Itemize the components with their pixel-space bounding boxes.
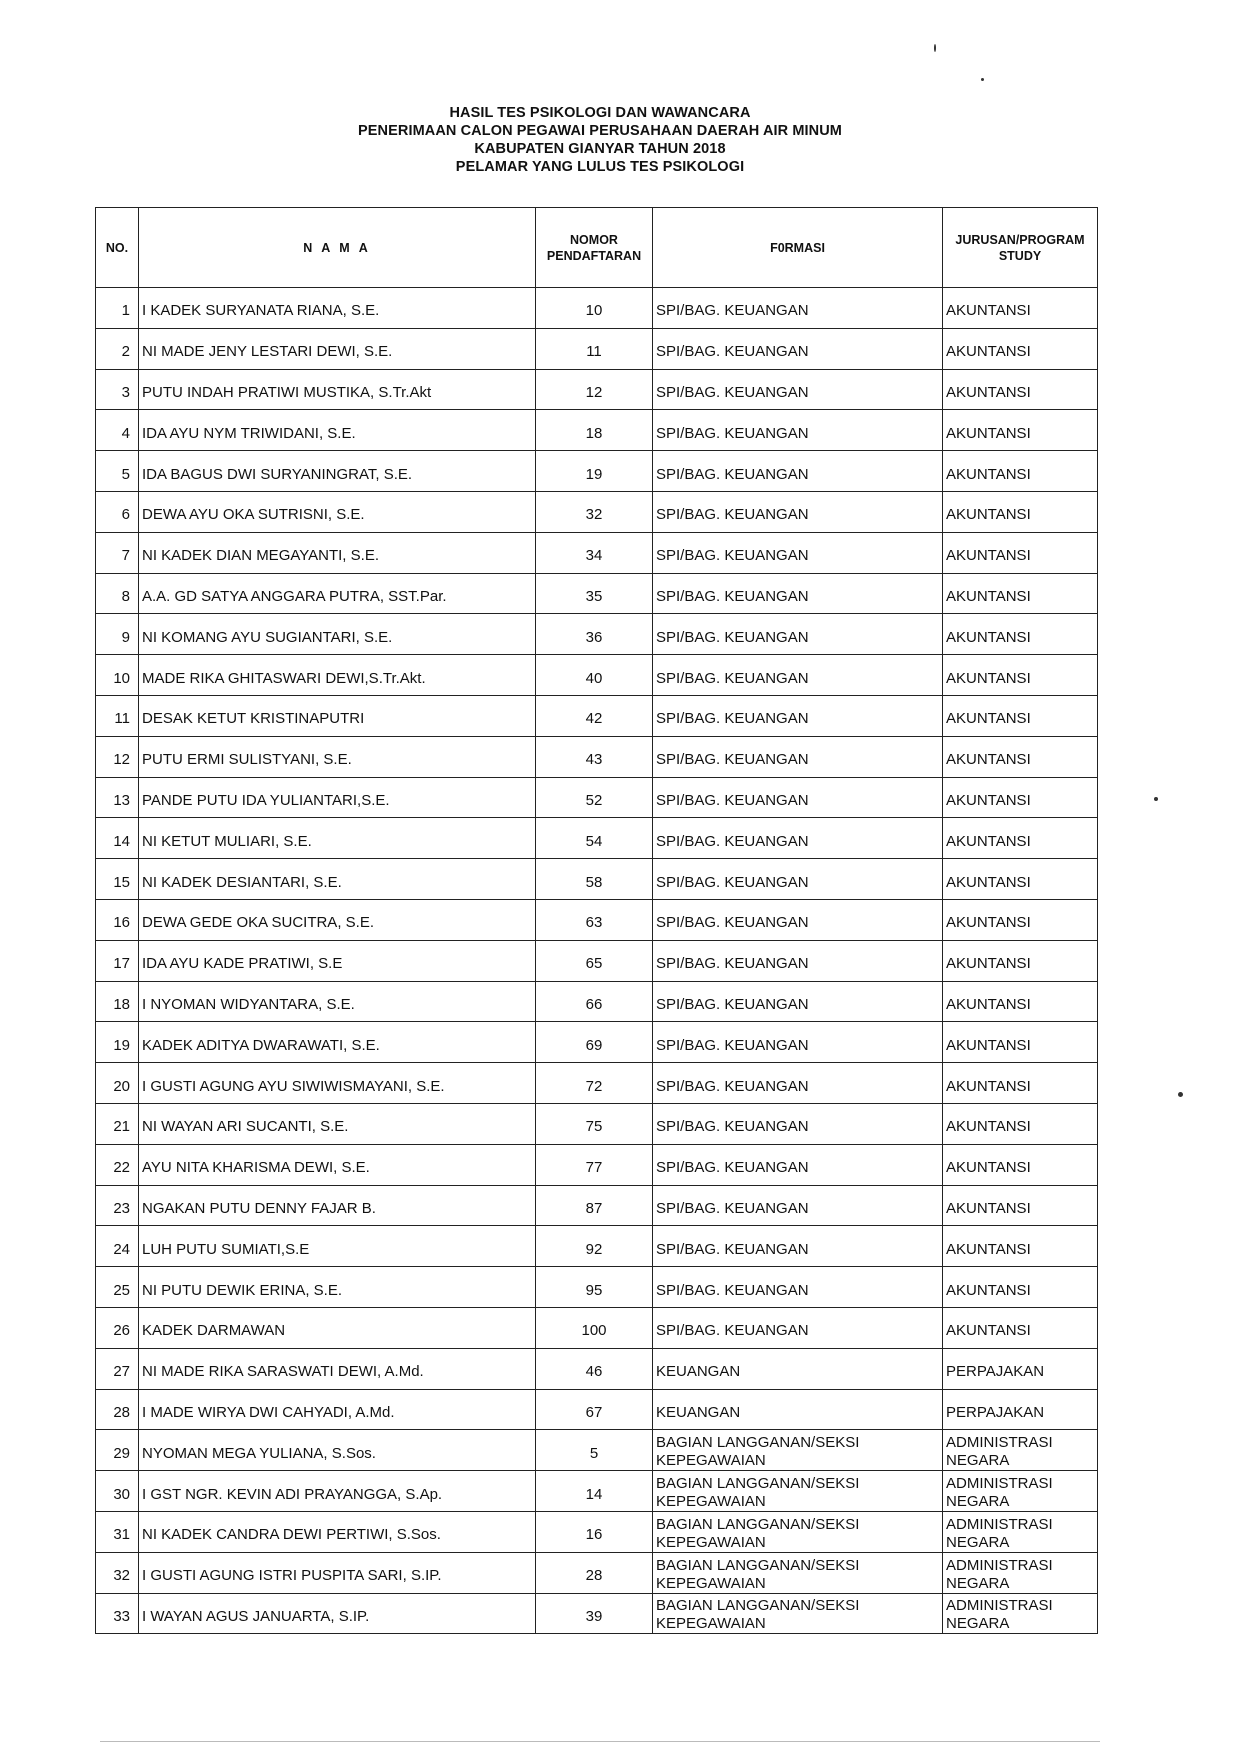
cell-formasi-line: KEUANGAN xyxy=(656,1363,741,1381)
cell-nomor-pendaftaran: 35 xyxy=(536,573,653,614)
cell-no: 14 xyxy=(96,818,139,859)
cell-no: 20 xyxy=(96,1063,139,1104)
cell-no: 17 xyxy=(96,940,139,981)
cell-jurusan-line: AKUNTANSI xyxy=(946,710,1031,728)
cell-jurusan-line: NEGARA xyxy=(946,1533,1010,1551)
cell-nomor-pendaftaran: 54 xyxy=(536,818,653,859)
cell-jurusan-line: PERPAJAKAN xyxy=(946,1363,1045,1381)
cell-formasi xyxy=(653,1063,943,1104)
cell-nama: NI KADEK DESIANTARI, S.E. xyxy=(139,859,536,900)
cell-nama: NI KETUT MULIARI, S.E. xyxy=(139,818,536,859)
cell-formasi xyxy=(653,1593,943,1634)
cell-no: 2 xyxy=(96,328,139,369)
cell-no: 26 xyxy=(96,1307,139,1348)
cell-no: 28 xyxy=(96,1389,139,1430)
cell-formasi xyxy=(653,1348,943,1389)
cell-jurusan xyxy=(943,818,1098,859)
cell-jurusan-line: AKUNTANSI xyxy=(946,669,1031,687)
cell-formasi-line: SPI/BAG. KEUANGAN xyxy=(656,587,809,605)
cell-no: 21 xyxy=(96,1103,139,1144)
cell-formasi-line: SPI/BAG. KEUANGAN xyxy=(656,710,809,728)
cell-jurusan-line: ADMINISTRASI xyxy=(946,1434,1053,1452)
cell-no: 10 xyxy=(96,655,139,696)
cell-jurusan-line: AKUNTANSI xyxy=(946,302,1031,320)
cell-jurusan xyxy=(943,899,1098,940)
cell-jurusan-line: AKUNTANSI xyxy=(946,1281,1031,1299)
cell-nama: I MADE WIRYA DWI CAHYADI, A.Md. xyxy=(139,1389,536,1430)
cell-formasi-line: SPI/BAG. KEUANGAN xyxy=(656,791,809,809)
cell-no: 15 xyxy=(96,859,139,900)
table-row xyxy=(96,491,1098,532)
cell-jurusan xyxy=(943,1226,1098,1267)
table-row xyxy=(96,1185,1098,1226)
cell-formasi xyxy=(653,491,943,532)
cell-formasi-line: KEPEGAWAIAN xyxy=(656,1574,766,1592)
header-nomor-line-1: NOMOR xyxy=(570,232,618,247)
cell-jurusan xyxy=(943,288,1098,329)
cell-nama: PUTU INDAH PRATIWI MUSTIKA, S.Tr.Akt xyxy=(139,369,536,410)
cell-nama: NI KADEK CANDRA DEWI PERTIWI, S.Sos. xyxy=(139,1511,536,1552)
cell-nama: NI KADEK DIAN MEGAYANTI, S.E. xyxy=(139,532,536,573)
cell-formasi-line: SPI/BAG. KEUANGAN xyxy=(656,1077,809,1095)
table-row xyxy=(96,655,1098,696)
cell-jurusan xyxy=(943,491,1098,532)
cell-formasi xyxy=(653,1103,943,1144)
cell-nomor-pendaftaran: 46 xyxy=(536,1348,653,1389)
cell-jurusan-line: AKUNTANSI xyxy=(946,955,1031,973)
cell-nama: NI KOMANG AYU SUGIANTARI, S.E. xyxy=(139,614,536,655)
cell-jurusan xyxy=(943,532,1098,573)
cell-formasi-line: SPI/BAG. KEUANGAN xyxy=(656,302,809,320)
cell-jurusan-line: AKUNTANSI xyxy=(946,424,1031,442)
cell-formasi xyxy=(653,614,943,655)
cell-nama: NI MADE RIKA SARASWATI DEWI, A.Md. xyxy=(139,1348,536,1389)
cell-formasi xyxy=(653,695,943,736)
table-row xyxy=(96,1103,1098,1144)
cell-no: 13 xyxy=(96,777,139,818)
cell-formasi xyxy=(653,859,943,900)
cell-nama: PUTU ERMI SULISTYANI, S.E. xyxy=(139,736,536,777)
cell-nomor-pendaftaran: 11 xyxy=(536,328,653,369)
cell-jurusan xyxy=(943,1552,1098,1593)
table-row xyxy=(96,1389,1098,1430)
cell-formasi xyxy=(653,777,943,818)
cell-nomor-pendaftaran: 42 xyxy=(536,695,653,736)
cell-nomor-pendaftaran: 14 xyxy=(536,1471,653,1512)
cell-formasi xyxy=(653,573,943,614)
cell-jurusan-line: AKUNTANSI xyxy=(946,587,1031,605)
header-jurusan-line-2: STUDY xyxy=(998,248,1042,263)
cell-no: 33 xyxy=(96,1593,139,1634)
cell-jurusan xyxy=(943,369,1098,410)
cell-nama: NI MADE JENY LESTARI DEWI, S.E. xyxy=(139,328,536,369)
cell-formasi-line: KEPEGAWAIAN xyxy=(656,1615,766,1633)
cell-formasi-line: SPI/BAG. KEUANGAN xyxy=(656,1159,809,1177)
cell-jurusan-line: NEGARA xyxy=(946,1574,1010,1592)
table-row xyxy=(96,695,1098,736)
cell-nomor-pendaftaran: 77 xyxy=(536,1144,653,1185)
cell-jurusan-line: ADMINISTRASI xyxy=(946,1556,1053,1574)
cell-no: 19 xyxy=(96,1022,139,1063)
cell-formasi-line: SPI/BAG. KEUANGAN xyxy=(656,1322,809,1340)
table-row xyxy=(96,1471,1098,1512)
table-row xyxy=(96,818,1098,859)
cell-nama: KADEK ADITYA DWARAWATI, S.E. xyxy=(139,1022,536,1063)
cell-jurusan xyxy=(943,777,1098,818)
cell-jurusan-line: AKUNTANSI xyxy=(946,1240,1031,1258)
cell-nomor-pendaftaran: 28 xyxy=(536,1552,653,1593)
cell-no: 11 xyxy=(96,695,139,736)
cell-jurusan-line: AKUNTANSI xyxy=(946,873,1031,891)
cell-formasi xyxy=(653,369,943,410)
cell-jurusan-line: AKUNTANSI xyxy=(946,1322,1031,1340)
cell-jurusan xyxy=(943,573,1098,614)
header-formasi: F0RMASI xyxy=(653,208,943,288)
table-row xyxy=(96,573,1098,614)
cell-jurusan-line: AKUNTANSI xyxy=(946,628,1031,646)
cell-nama: PANDE PUTU IDA YULIANTARI,S.E. xyxy=(139,777,536,818)
cell-formasi xyxy=(653,1267,943,1308)
cell-no: 3 xyxy=(96,369,139,410)
cell-nomor-pendaftaran: 43 xyxy=(536,736,653,777)
cell-jurusan-line: ADMINISTRASI xyxy=(946,1474,1053,1492)
cell-jurusan xyxy=(943,1185,1098,1226)
cell-jurusan-line: AKUNTANSI xyxy=(946,506,1031,524)
cell-nomor-pendaftaran: 34 xyxy=(536,532,653,573)
cell-jurusan xyxy=(943,614,1098,655)
cell-formasi-line: KEPEGAWAIAN xyxy=(656,1492,766,1510)
table-row xyxy=(96,1267,1098,1308)
cell-no: 24 xyxy=(96,1226,139,1267)
cell-nomor-pendaftaran: 92 xyxy=(536,1226,653,1267)
cell-nama: A.A. GD SATYA ANGGARA PUTRA, SST.Par. xyxy=(139,573,536,614)
cell-no: 9 xyxy=(96,614,139,655)
cell-nomor-pendaftaran: 87 xyxy=(536,1185,653,1226)
cell-formasi-line: SPI/BAG. KEUANGAN xyxy=(656,832,809,850)
table-row xyxy=(96,1063,1098,1104)
table-row xyxy=(96,369,1098,410)
title-line-3: KABUPATEN GIANYAR TAHUN 2018 xyxy=(474,141,726,157)
table-row xyxy=(96,288,1098,329)
cell-formasi xyxy=(653,288,943,329)
cell-formasi xyxy=(653,1307,943,1348)
table-row xyxy=(96,1348,1098,1389)
cell-nomor-pendaftaran: 72 xyxy=(536,1063,653,1104)
scan-speck xyxy=(934,44,936,52)
cell-nama: I GUSTI AGUNG ISTRI PUSPITA SARI, S.IP. xyxy=(139,1552,536,1593)
cell-no: 6 xyxy=(96,491,139,532)
cell-nomor-pendaftaran: 36 xyxy=(536,614,653,655)
table-row xyxy=(96,777,1098,818)
cell-nama: I GUSTI AGUNG AYU SIWIWISMAYANI, S.E. xyxy=(139,1063,536,1104)
cell-formasi xyxy=(653,655,943,696)
cell-nama: I WAYAN AGUS JANUARTA, S.IP. xyxy=(139,1593,536,1634)
cell-formasi xyxy=(653,532,943,573)
cell-jurusan-line: AKUNTANSI xyxy=(946,343,1031,361)
cell-jurusan xyxy=(943,1511,1098,1552)
cell-no: 16 xyxy=(96,899,139,940)
cell-jurusan-line: AKUNTANSI xyxy=(946,465,1031,483)
cell-nomor-pendaftaran: 66 xyxy=(536,981,653,1022)
cell-jurusan-line: NEGARA xyxy=(946,1452,1010,1470)
scan-speck xyxy=(1178,1092,1183,1097)
table-row xyxy=(96,532,1098,573)
cell-formasi-line: SPI/BAG. KEUANGAN xyxy=(656,995,809,1013)
cell-jurusan xyxy=(943,1389,1098,1430)
table-row xyxy=(96,328,1098,369)
cell-formasi xyxy=(653,328,943,369)
cell-formasi xyxy=(653,451,943,492)
title-line-1: HASIL TES PSIKOLOGI DAN WAWANCARA xyxy=(449,105,751,121)
cell-formasi-line: SPI/BAG. KEUANGAN xyxy=(656,424,809,442)
cell-nama: IDA AYU NYM TRIWIDANI, S.E. xyxy=(139,410,536,451)
cell-formasi xyxy=(653,1022,943,1063)
cell-jurusan-line: AKUNTANSI xyxy=(946,547,1031,565)
cell-nama: NI PUTU DEWIK ERINA, S.E. xyxy=(139,1267,536,1308)
cell-jurusan xyxy=(943,1348,1098,1389)
cell-jurusan xyxy=(943,1593,1098,1634)
cell-formasi xyxy=(653,940,943,981)
cell-nomor-pendaftaran: 16 xyxy=(536,1511,653,1552)
cell-nomor-pendaftaran: 12 xyxy=(536,369,653,410)
cell-jurusan xyxy=(943,410,1098,451)
cell-jurusan xyxy=(943,736,1098,777)
cell-nama: MADE RIKA GHITASWARI DEWI,S.Tr.Akt. xyxy=(139,655,536,696)
cell-formasi-line: KEUANGAN xyxy=(656,1403,741,1421)
cell-nomor-pendaftaran: 10 xyxy=(536,288,653,329)
cell-jurusan xyxy=(943,1063,1098,1104)
cell-formasi xyxy=(653,899,943,940)
cell-nama: NYOMAN MEGA YULIANA, S.Sos. xyxy=(139,1430,536,1471)
cell-nomor-pendaftaran: 100 xyxy=(536,1307,653,1348)
cell-nomor-pendaftaran: 75 xyxy=(536,1103,653,1144)
cell-jurusan xyxy=(943,1430,1098,1471)
cell-formasi-line: SPI/BAG. KEUANGAN xyxy=(656,1281,809,1299)
cell-nomor-pendaftaran: 69 xyxy=(536,1022,653,1063)
cell-nomor-pendaftaran: 65 xyxy=(536,940,653,981)
cell-formasi-line: BAGIAN LANGGANAN/SEKSI xyxy=(656,1597,860,1615)
cell-formasi-line: SPI/BAG. KEUANGAN xyxy=(656,465,809,483)
cell-jurusan xyxy=(943,1103,1098,1144)
table-row xyxy=(96,981,1098,1022)
cell-nama: IDA BAGUS DWI SURYANINGRAT, S.E. xyxy=(139,451,536,492)
cell-formasi-line: SPI/BAG. KEUANGAN xyxy=(656,1240,809,1258)
cell-nomor-pendaftaran: 39 xyxy=(536,1593,653,1634)
cell-formasi-line: SPI/BAG. KEUANGAN xyxy=(656,1036,809,1054)
table-body xyxy=(96,288,1098,1634)
cell-formasi-line: SPI/BAG. KEUANGAN xyxy=(656,547,809,565)
table-row xyxy=(96,1511,1098,1552)
cell-jurusan-line: AKUNTANSI xyxy=(946,791,1031,809)
cell-nama: IDA AYU KADE PRATIWI, S.E xyxy=(139,940,536,981)
cell-formasi-line: SPI/BAG. KEUANGAN xyxy=(656,628,809,646)
title-line-4: PELAMAR YANG LULUS TES PSIKOLOGI xyxy=(455,159,745,175)
cell-no: 31 xyxy=(96,1511,139,1552)
table-row xyxy=(96,1430,1098,1471)
header-nama: N A M A xyxy=(139,208,536,288)
cell-jurusan-line: NEGARA xyxy=(946,1615,1010,1633)
cell-jurusan-line: AKUNTANSI xyxy=(946,1159,1031,1177)
table-row xyxy=(96,1552,1098,1593)
table-row xyxy=(96,1144,1098,1185)
cell-nama: KADEK DARMAWAN xyxy=(139,1307,536,1348)
cell-nama: LUH PUTU SUMIATI,S.E xyxy=(139,1226,536,1267)
cell-no: 7 xyxy=(96,532,139,573)
cell-formasi xyxy=(653,1430,943,1471)
cell-jurusan xyxy=(943,1471,1098,1512)
cell-jurusan xyxy=(943,328,1098,369)
header-nomor-pendaftaran xyxy=(536,208,653,288)
cell-jurusan xyxy=(943,981,1098,1022)
cell-nomor-pendaftaran: 19 xyxy=(536,451,653,492)
cell-jurusan xyxy=(943,1267,1098,1308)
cell-jurusan-line: AKUNTANSI xyxy=(946,995,1031,1013)
cell-nomor-pendaftaran: 18 xyxy=(536,410,653,451)
table-row xyxy=(96,736,1098,777)
cell-formasi-line: KEPEGAWAIAN xyxy=(656,1452,766,1470)
cell-no: 32 xyxy=(96,1552,139,1593)
header-nomor-line-2: PENDAFTARAN xyxy=(546,248,642,263)
cell-nama: I NYOMAN WIDYANTARA, S.E. xyxy=(139,981,536,1022)
cell-no: 18 xyxy=(96,981,139,1022)
cell-jurusan-line: AKUNTANSI xyxy=(946,383,1031,401)
cell-jurusan-line: AKUNTANSI xyxy=(946,1118,1031,1136)
cell-no: 22 xyxy=(96,1144,139,1185)
cell-no: 8 xyxy=(96,573,139,614)
header-jurusan-line-1: JURUSAN/PROGRAM xyxy=(955,232,1085,247)
cell-formasi xyxy=(653,981,943,1022)
cell-no: 12 xyxy=(96,736,139,777)
table-row xyxy=(96,1226,1098,1267)
cell-jurusan xyxy=(943,655,1098,696)
cell-jurusan-line: AKUNTANSI xyxy=(946,914,1031,932)
cell-nomor-pendaftaran: 52 xyxy=(536,777,653,818)
cell-nama: NI WAYAN ARI SUCANTI, S.E. xyxy=(139,1103,536,1144)
title-line-2: PENERIMAAN CALON PEGAWAI PERUSAHAAN DAERAH AIR MINUM xyxy=(358,123,842,139)
table-row xyxy=(96,451,1098,492)
cell-formasi-line: SPI/BAG. KEUANGAN xyxy=(656,914,809,932)
cell-nomor-pendaftaran: 5 xyxy=(536,1430,653,1471)
cell-nama: I KADEK SURYANATA RIANA, S.E. xyxy=(139,288,536,329)
cell-jurusan-line: AKUNTANSI xyxy=(946,751,1031,769)
cell-formasi xyxy=(653,1185,943,1226)
cell-nama: DESAK KETUT KRISTINAPUTRI xyxy=(139,695,536,736)
cell-jurusan xyxy=(943,859,1098,900)
cell-no: 1 xyxy=(96,288,139,329)
table-row xyxy=(96,1307,1098,1348)
header-no: NO. xyxy=(96,208,139,288)
cell-jurusan xyxy=(943,1144,1098,1185)
cell-nama: AYU NITA KHARISMA DEWI, S.E. xyxy=(139,1144,536,1185)
cell-nomor-pendaftaran: 95 xyxy=(536,1267,653,1308)
cell-jurusan-line: NEGARA xyxy=(946,1492,1010,1510)
cell-formasi-line: SPI/BAG. KEUANGAN xyxy=(656,506,809,524)
scan-speck xyxy=(1154,797,1158,801)
cell-jurusan-line: PERPAJAKAN xyxy=(946,1403,1045,1421)
cell-formasi-line: SPI/BAG. KEUANGAN xyxy=(656,751,809,769)
cell-nomor-pendaftaran: 67 xyxy=(536,1389,653,1430)
cell-formasi xyxy=(653,818,943,859)
cell-formasi-line: BAGIAN LANGGANAN/SEKSI xyxy=(656,1434,860,1452)
cell-jurusan xyxy=(943,1307,1098,1348)
cell-jurusan-line: AKUNTANSI xyxy=(946,1199,1031,1217)
cell-nama: I GST NGR. KEVIN ADI PRAYANGGA, S.Ap. xyxy=(139,1471,536,1512)
cell-jurusan-line: AKUNTANSI xyxy=(946,832,1031,850)
cell-formasi-line: SPI/BAG. KEUANGAN xyxy=(656,383,809,401)
cell-no: 27 xyxy=(96,1348,139,1389)
footer-rule xyxy=(100,1741,1100,1742)
cell-nomor-pendaftaran: 63 xyxy=(536,899,653,940)
cell-formasi-line: KEPEGAWAIAN xyxy=(656,1533,766,1551)
cell-jurusan xyxy=(943,940,1098,981)
cell-no: 4 xyxy=(96,410,139,451)
cell-jurusan xyxy=(943,451,1098,492)
table-row xyxy=(96,859,1098,900)
cell-nomor-pendaftaran: 32 xyxy=(536,491,653,532)
cell-nama: NGAKAN PUTU DENNY FAJAR B. xyxy=(139,1185,536,1226)
cell-jurusan-line: AKUNTANSI xyxy=(946,1077,1031,1095)
cell-no: 25 xyxy=(96,1267,139,1308)
results-table xyxy=(95,207,1098,1634)
table-row xyxy=(96,614,1098,655)
cell-formasi xyxy=(653,1511,943,1552)
header-jurusan xyxy=(943,208,1098,288)
cell-formasi xyxy=(653,1144,943,1185)
table-row xyxy=(96,940,1098,981)
cell-formasi xyxy=(653,410,943,451)
cell-formasi-line: BAGIAN LANGGANAN/SEKSI xyxy=(656,1515,860,1533)
cell-nama: DEWA AYU OKA SUTRISNI, S.E. xyxy=(139,491,536,532)
cell-nomor-pendaftaran: 40 xyxy=(536,655,653,696)
cell-jurusan-line: ADMINISTRASI xyxy=(946,1597,1053,1615)
cell-no: 5 xyxy=(96,451,139,492)
cell-formasi-line: SPI/BAG. KEUANGAN xyxy=(656,873,809,891)
cell-formasi-line: SPI/BAG. KEUANGAN xyxy=(656,1199,809,1217)
table-row xyxy=(96,410,1098,451)
cell-formasi-line: SPI/BAG. KEUANGAN xyxy=(656,669,809,687)
table-row xyxy=(96,1593,1098,1634)
cell-formasi-line: SPI/BAG. KEUANGAN xyxy=(656,343,809,361)
cell-formasi-line: SPI/BAG. KEUANGAN xyxy=(656,1118,809,1136)
cell-no: 23 xyxy=(96,1185,139,1226)
cell-formasi-line: SPI/BAG. KEUANGAN xyxy=(656,955,809,973)
scan-speck xyxy=(981,78,984,81)
table-header xyxy=(96,208,1098,288)
cell-nomor-pendaftaran: 58 xyxy=(536,859,653,900)
cell-nama: DEWA GEDE OKA SUCITRA, S.E. xyxy=(139,899,536,940)
document-title xyxy=(0,104,1200,176)
cell-formasi-line: BAGIAN LANGGANAN/SEKSI xyxy=(656,1556,860,1574)
table-row xyxy=(96,899,1098,940)
cell-formasi xyxy=(653,736,943,777)
cell-jurusan xyxy=(943,695,1098,736)
cell-formasi xyxy=(653,1552,943,1593)
cell-formasi xyxy=(653,1389,943,1430)
cell-jurusan xyxy=(943,1022,1098,1063)
cell-no: 30 xyxy=(96,1471,139,1512)
table-row xyxy=(96,1022,1098,1063)
cell-formasi xyxy=(653,1471,943,1512)
cell-jurusan-line: AKUNTANSI xyxy=(946,1036,1031,1054)
cell-formasi-line: BAGIAN LANGGANAN/SEKSI xyxy=(656,1474,860,1492)
cell-formasi xyxy=(653,1226,943,1267)
cell-no: 29 xyxy=(96,1430,139,1471)
cell-jurusan-line: ADMINISTRASI xyxy=(946,1515,1053,1533)
